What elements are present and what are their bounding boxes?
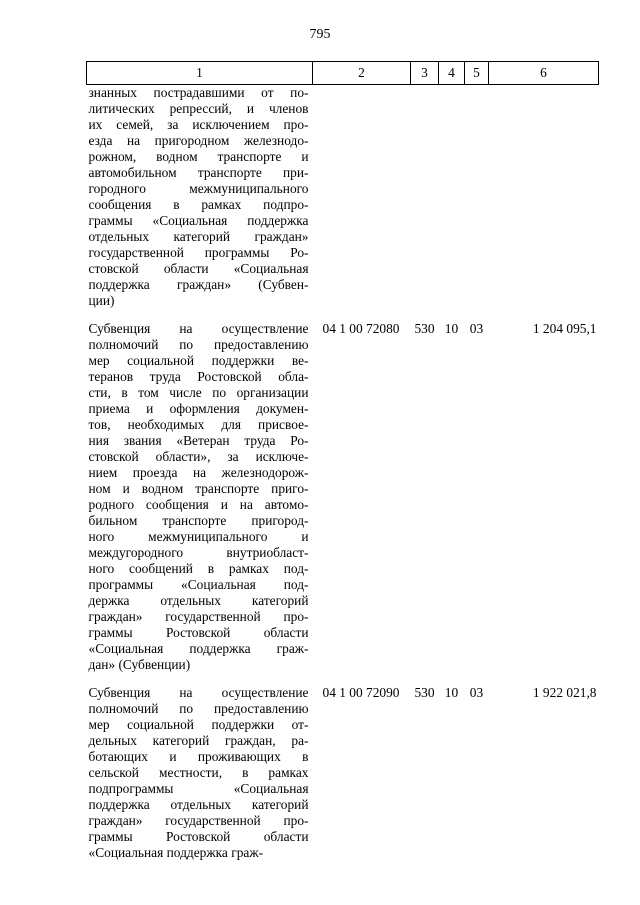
row-expense-type: 530 — [414, 685, 435, 700]
description-line: рожном, водном транспорте и — [88, 149, 309, 164]
header-row — [87, 62, 599, 85]
row-subsection: 03 — [469, 685, 484, 700]
header-col-6: 6 — [489, 62, 599, 85]
header-col-1: 1 — [87, 62, 313, 85]
description-line: городного межмуниципального — [88, 181, 309, 196]
description-line: граммы Ростовской области — [88, 625, 309, 640]
description-line: отдельных категорий граждан» — [88, 229, 309, 244]
row-target-code: 04 1 00 72090 — [322, 685, 400, 700]
description-line: сти, в том числе по организации — [88, 385, 309, 400]
description-line: «Социальная поддержка граж- — [88, 641, 309, 656]
row-subsection — [465, 85, 489, 310]
description-line: родного сообщения и на автомо- — [88, 497, 309, 512]
description-line: стовской области», за исключе- — [88, 449, 309, 464]
description-line: сообщения в рамках подпро- — [88, 197, 309, 212]
description-line: Субвенция на осуществление — [88, 685, 309, 700]
description-line: ного сообщений в рамках под- — [88, 561, 309, 576]
row-description — [87, 309, 313, 673]
table-row — [87, 309, 599, 673]
row-amount: 1 922 021,8 — [532, 685, 597, 700]
row-expense-type — [411, 85, 439, 310]
row-target-code — [313, 85, 411, 310]
row-section: 10 — [444, 321, 459, 336]
description-line: езда на пригородном железнодо- — [88, 133, 309, 148]
description-line: сельской местности, в рамках — [88, 765, 309, 780]
description-line: дан» (Субвенции) — [88, 657, 191, 672]
description-line: поддержка граждан» (Субвен- — [88, 277, 309, 292]
page-number: 795 — [309, 27, 331, 42]
budget-table — [86, 61, 599, 861]
description-line: их семей, за исключением про- — [88, 117, 309, 132]
description-line: полномочий по предоставлению — [88, 337, 309, 352]
header-col-3: 3 — [411, 62, 439, 85]
description-line: знанных пострадавшими от по- — [88, 85, 309, 100]
description-line: полномочий по предоставлению — [88, 701, 309, 716]
description-line: приема и оформления докумен- — [88, 401, 309, 416]
row-section — [439, 85, 465, 310]
description-line: автомобильном транспорте при- — [88, 165, 309, 180]
description-line: ботающих и проживающих в — [88, 749, 309, 764]
description-line: граммы Ростовской области — [88, 829, 309, 844]
row-target-code: 04 1 00 72080 — [322, 321, 400, 336]
description-line: граждан» государственной про- — [88, 813, 309, 828]
description-line: ного межмуниципального и — [88, 529, 309, 544]
description-line: бильном транспорте пригород- — [88, 513, 309, 528]
description-line: тов, необходимых для присвое- — [88, 417, 309, 432]
description-line: ном и водном транспорте приго- — [88, 481, 309, 496]
description-line: держка отдельных категорий — [88, 593, 309, 608]
row-subsection: 03 — [469, 321, 484, 336]
description-line: «Социальная поддержка граж- — [88, 845, 264, 860]
table-body — [87, 85, 599, 862]
description-line: граждан» государственной про- — [88, 609, 309, 624]
row-expense-type: 530 — [414, 321, 435, 336]
header-col-2: 2 — [313, 62, 411, 85]
description-line: поддержка отдельных категорий — [88, 797, 309, 812]
description-line: нием проезда на железнодорож- — [88, 465, 309, 480]
row-amount: 1 204 095,1 — [532, 321, 597, 336]
row-section: 10 — [444, 685, 459, 700]
row-amount — [489, 85, 599, 310]
description-line: мер социальной поддержки от- — [88, 717, 309, 732]
description-line: ции) — [88, 293, 115, 308]
description-line: литических репрессий, и членов — [88, 101, 309, 116]
description-line: подпрограммы «Социальная — [88, 781, 309, 796]
description-line: междугородного внутриобласт- — [88, 545, 309, 560]
description-line: программы «Социальная под- — [88, 577, 309, 592]
description-line: государственной программы Ро- — [88, 245, 309, 260]
table-row — [87, 85, 599, 310]
header-col-4: 4 — [439, 62, 465, 85]
description-line: ния звания «Ветеран труда Ро- — [88, 433, 309, 448]
row-description — [87, 673, 313, 861]
header-col-5: 5 — [465, 62, 489, 85]
description-line: дельных категорий граждан, ра- — [88, 733, 309, 748]
description-line: мер социальной поддержки ве- — [88, 353, 309, 368]
table-row — [87, 673, 599, 861]
description-line: теранов труда Ростовской обла- — [88, 369, 309, 384]
row-description — [87, 85, 313, 310]
description-line: Субвенция на осуществление — [88, 321, 309, 336]
description-line: граммы «Социальная поддержка — [88, 213, 309, 228]
description-line: стовской области «Социальная — [88, 261, 309, 276]
